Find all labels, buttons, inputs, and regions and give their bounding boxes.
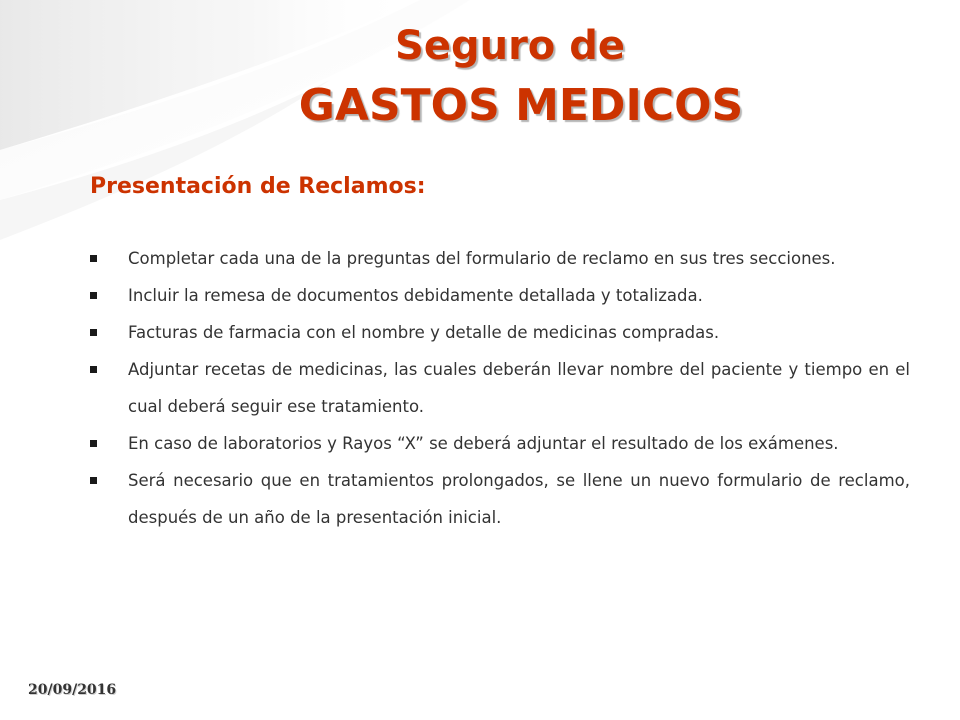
list-item xyxy=(90,351,910,425)
bullet-text: Será necesario que en tratamientos prolongados, se llene un nuevo formulario de reclamo, después de un año de la presentación inicial. xyxy=(128,471,910,527)
square-bullet-icon xyxy=(90,292,97,299)
square-bullet-icon xyxy=(90,366,97,373)
bullet-text: Incluir la remesa de documentos debidamente detallada y totalizada. xyxy=(128,286,703,305)
list-item xyxy=(90,462,910,536)
list-item xyxy=(90,240,910,277)
slide-date: 20/09/2016 xyxy=(28,682,117,698)
title-line-1: Seguro de xyxy=(395,23,625,69)
list-item xyxy=(90,425,910,462)
title-line-2: GASTOS MEDICOS xyxy=(298,80,744,131)
section-heading: Presentación de Reclamos: xyxy=(90,174,426,199)
bullet-text: Completar cada una de la preguntas del formulario de reclamo en sus tres secciones. xyxy=(128,249,836,268)
bullet-text: En caso de laboratorios y Rayos “X” se deberá adjuntar el resultado de los exámenes. xyxy=(128,434,839,453)
bullet-text: Facturas de farmacia con el nombre y detalle de medicinas compradas. xyxy=(128,323,720,342)
list-item xyxy=(90,277,910,314)
square-bullet-icon xyxy=(90,255,97,262)
square-bullet-icon xyxy=(90,440,97,447)
bullet-text: Adjuntar recetas de medicinas, las cuales deberán llevar nombre del paciente y tiempo en el cual deberá seguir ese tratamiento. xyxy=(128,360,910,416)
bullet-list xyxy=(90,240,910,536)
square-bullet-icon xyxy=(90,329,97,336)
list-item xyxy=(90,314,910,351)
square-bullet-icon xyxy=(90,477,97,484)
